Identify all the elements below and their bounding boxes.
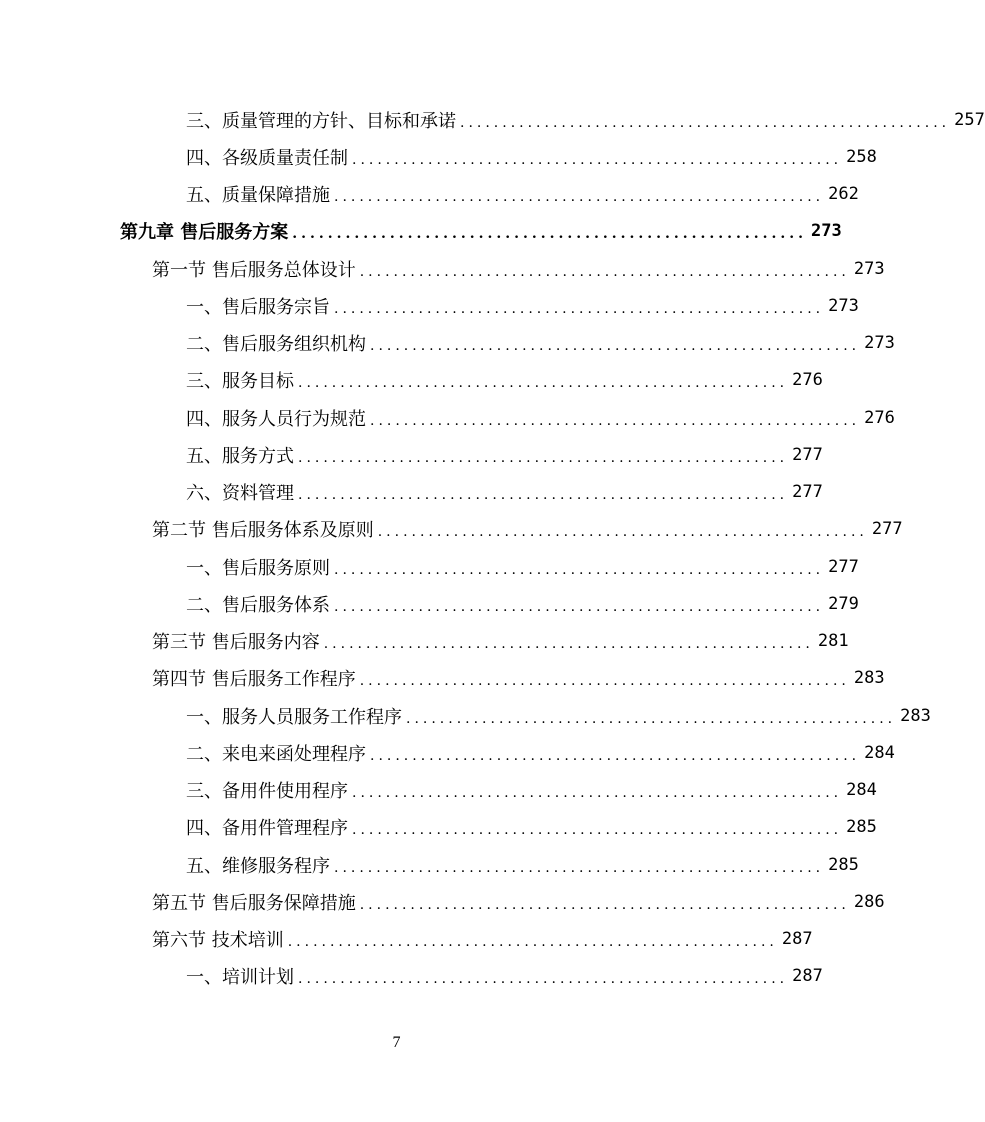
toc-entry-title: 一、售后服务原则	[186, 557, 330, 579]
toc-entry-title: 第六节 技术培训	[152, 930, 284, 952]
toc-entry[interactable]	[0, 585, 859, 622]
toc-entry[interactable]	[0, 809, 877, 846]
toc-chapter-entry[interactable]	[0, 213, 842, 250]
toc-leader-dots: ..........................................................	[298, 487, 789, 504]
toc-entry-title: 一、服务人员服务工作程序	[186, 706, 402, 728]
toc-entry-title: 二、售后服务体系	[186, 594, 330, 616]
toc-entry-page: 283	[853, 668, 885, 689]
toc-entry-page: 257	[954, 109, 985, 130]
toc-leader-dots: ..........................................................	[359, 263, 850, 280]
toc-entry[interactable]	[0, 772, 877, 809]
toc-entry[interactable]	[0, 287, 859, 324]
toc-entry-page: 284	[864, 742, 895, 763]
toc-entry-page: 258	[846, 146, 877, 167]
toc-entry-title: 第二节 售后服务体系及原则	[152, 520, 374, 542]
toc-entry-page: 273	[864, 333, 895, 354]
toc-entry-page: 287	[792, 966, 823, 987]
toc-section-entry[interactable]	[0, 883, 885, 920]
toc-section-entry[interactable]	[0, 623, 849, 660]
toc-entry[interactable]	[0, 436, 823, 473]
toc-leader-dots: ..........................................................	[334, 189, 825, 206]
toc-leader-dots: ..........................................................	[370, 747, 861, 764]
toc-entry-page: 273	[853, 258, 885, 279]
toc-leader-dots: ..........................................................	[377, 524, 868, 541]
toc-entry-page: 279	[828, 593, 859, 614]
toc-entry-page: 277	[792, 444, 823, 465]
toc-entry-page: 262	[828, 184, 859, 205]
toc-entry-title: 一、售后服务宗旨	[186, 296, 330, 318]
toc-entry-title: 四、备用件管理程序	[186, 818, 348, 840]
toc-entry-page: 287	[781, 929, 813, 950]
toc-entry-page: 276	[864, 407, 895, 428]
toc-leader-dots: ..........................................................	[298, 971, 789, 988]
toc-entry[interactable]	[0, 958, 823, 995]
toc-entry-title: 五、服务方式	[186, 445, 294, 467]
toc-leader-dots: ..........................................................	[460, 114, 951, 131]
toc-entry[interactable]	[0, 101, 985, 138]
toc-leader-dots: ..........................................................	[352, 785, 843, 802]
toc-entry[interactable]	[0, 362, 823, 399]
toc-entry-page: 284	[846, 780, 877, 801]
toc-entry-page: 273	[810, 221, 842, 242]
toc-entry-page: 285	[846, 817, 877, 838]
toc-entry[interactable]	[0, 548, 859, 585]
toc-entry-title: 四、服务人员行为规范	[186, 408, 366, 430]
toc-entry[interactable]	[0, 734, 895, 771]
toc-entry-page: 283	[900, 705, 931, 726]
toc-leader-dots: ..........................................................	[352, 151, 843, 168]
toc-entry[interactable]	[0, 474, 823, 511]
table-of-contents	[0, 101, 985, 995]
toc-entry-page: 277	[828, 556, 859, 577]
toc-leader-dots: ..........................................................	[370, 412, 861, 429]
toc-leader-dots: ..........................................................	[298, 449, 789, 466]
toc-entry[interactable]	[0, 325, 895, 362]
toc-entry-title: 五、质量保障措施	[186, 185, 330, 207]
toc-entry-title: 三、质量管理的方针、目标和承诺	[186, 110, 456, 132]
toc-entry-page: 277	[871, 519, 903, 540]
toc-leader-dots: ..........................................................	[323, 636, 814, 653]
toc-entry-title: 二、售后服务组织机构	[186, 334, 366, 356]
toc-entry-title: 一、培训计划	[186, 967, 294, 989]
toc-entry-page: 273	[828, 295, 859, 316]
toc-entry[interactable]	[0, 846, 859, 883]
toc-section-entry[interactable]	[0, 660, 885, 697]
toc-entry[interactable]	[0, 399, 895, 436]
toc-leader-dots: ..........................................................	[334, 300, 825, 317]
toc-entry-page: 285	[828, 854, 859, 875]
toc-entry-title: 第三节 售后服务内容	[152, 632, 320, 654]
toc-leader-dots: ..........................................................	[352, 822, 843, 839]
toc-entry-title: 四、各级质量责任制	[186, 147, 348, 169]
toc-entry-page: 276	[792, 370, 823, 391]
toc-entry-title: 六、资料管理	[186, 483, 294, 505]
toc-entry[interactable]	[0, 176, 859, 213]
toc-section-entry[interactable]	[0, 250, 885, 287]
page-number: 7	[392, 1034, 401, 1051]
toc-entry[interactable]	[0, 697, 931, 734]
toc-entry-title: 第四节 售后服务工作程序	[152, 669, 356, 691]
toc-entry-title: 第一节 售后服务总体设计	[152, 259, 356, 281]
toc-leader-dots: ..........................................................	[334, 859, 825, 876]
toc-entry[interactable]	[0, 138, 877, 175]
toc-leader-dots: ..........................................................	[359, 673, 850, 690]
toc-entry-title: 五、维修服务程序	[186, 855, 330, 877]
toc-entry-page: 286	[853, 891, 885, 912]
toc-entry-title: 第九章 售后服务方案	[120, 222, 289, 244]
toc-leader-dots: ..........................................................	[370, 338, 861, 355]
toc-entry-title: 三、服务目标	[186, 371, 294, 393]
toc-leader-dots: ..........................................................	[334, 598, 825, 615]
toc-entry-title: 三、备用件使用程序	[186, 781, 348, 803]
toc-leader-dots: ..........................................................	[359, 896, 850, 913]
toc-entry-page: 277	[792, 482, 823, 503]
toc-entry-title: 二、来电来函处理程序	[186, 743, 366, 765]
toc-entry-title: 第五节 售后服务保障措施	[152, 892, 356, 914]
toc-leader-dots: ..........................................................	[287, 934, 778, 951]
toc-leader-dots: ..........................................................	[292, 226, 807, 243]
toc-leader-dots: ..........................................................	[406, 710, 897, 727]
toc-section-entry[interactable]	[0, 511, 903, 548]
toc-section-entry[interactable]	[0, 921, 813, 958]
toc-leader-dots: ..........................................................	[298, 375, 789, 392]
toc-entry-page: 281	[817, 631, 849, 652]
toc-leader-dots: ..........................................................	[334, 561, 825, 578]
